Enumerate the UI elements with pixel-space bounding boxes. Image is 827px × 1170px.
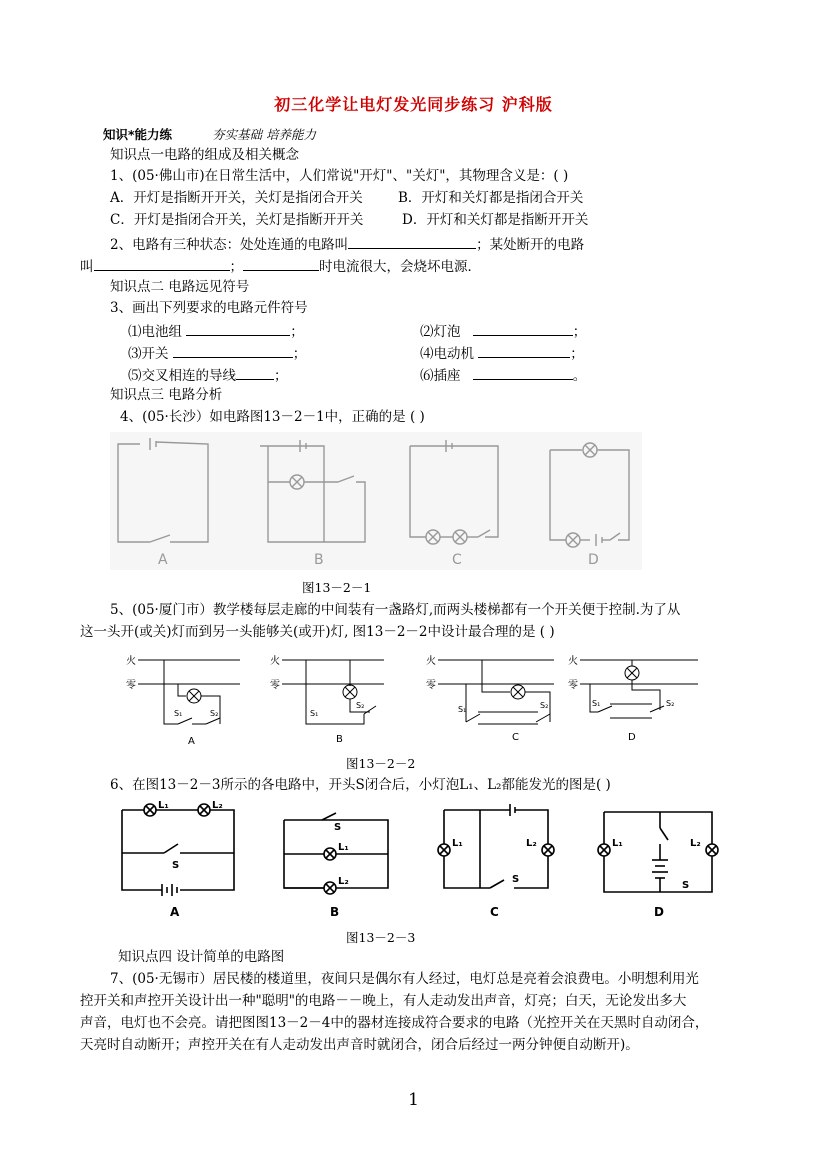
- q2-line1-end: ；某处断开的电路: [476, 237, 585, 253]
- circuit-label-a: A: [158, 552, 168, 568]
- q7-line2: 控开关和声控开关设计出一种"聪明"的电路－－晚上，有人走动发出声音，灯亮；白天，无论发出多大: [80, 993, 687, 1009]
- live-wire-label-b: 火: [270, 656, 280, 667]
- q7-line1: 7、(05·无锡市）居民楼的楼道里，夜间只是偶尔有人经过，电灯总是亮着会浪费电。小明想利用光: [110, 971, 699, 987]
- q2-blank-1[interactable]: [348, 234, 476, 249]
- q1-option-a: A．开灯是指断开开关，关灯是指闭合开关: [110, 190, 363, 206]
- lamp-l2-label-a: L₂: [212, 800, 223, 811]
- circuit-label-a: A: [170, 905, 180, 919]
- live-wire-label-a: 火: [126, 656, 136, 667]
- switch-s2-label-d: S₂: [666, 699, 675, 708]
- neutral-wire-label-b: 零: [270, 680, 280, 691]
- q3-semi: ；: [292, 346, 307, 362]
- circuit-label-c: C: [490, 905, 499, 919]
- page-number: 1: [408, 1090, 419, 1110]
- switch-s-label-a: S: [172, 860, 180, 871]
- q1-option-d: D．开灯和关灯都是指断开开关: [402, 212, 589, 228]
- page-title: 初三化学让电灯发光同步练习 沪科版: [274, 95, 553, 114]
- knowledge-point-3: 知识点三 电路分析: [110, 387, 223, 403]
- q2-blank-3[interactable]: [243, 256, 319, 271]
- knowledge-point-1: 知识点一电路的组成及相关概念: [110, 147, 299, 163]
- switch-s-label-d: S: [682, 880, 690, 891]
- circuit-label-c: C: [512, 732, 519, 743]
- circuit-label-a: A: [188, 736, 195, 747]
- neutral-wire-label-a: 零: [126, 680, 136, 691]
- caption-13-2-3: 图13－2－3: [346, 930, 416, 945]
- q3-semi: ；: [274, 368, 288, 384]
- q3-item-2: [420, 321, 586, 341]
- caption-13-2-1: 图13－2－1: [302, 580, 372, 595]
- switch-s-label-b: S: [334, 822, 342, 833]
- q3-item-2-label: ⑵灯泡: [420, 324, 461, 340]
- q3-semi: ；: [570, 346, 584, 362]
- q2-blank-2[interactable]: [94, 256, 230, 271]
- lamp-l1-label-b: L₁: [338, 842, 349, 853]
- live-wire-label-c: 火: [426, 656, 436, 667]
- circuit-label-b: B: [330, 905, 340, 919]
- q5-line2: 这一头开(或关)灯而到另一头能够关(或开)灯, 图13－2－2中设计最合理的是 ( ): [80, 624, 555, 640]
- lamp-l1-label-a: L₁: [158, 800, 169, 811]
- q3-item-6: [420, 365, 586, 385]
- switch-s1-label-d: S₁: [592, 699, 601, 708]
- q3-item-3-label: ⑶开关: [128, 346, 169, 362]
- figure-13-2-3: [112, 800, 732, 922]
- switch-s2-label-c: S₂: [540, 701, 549, 710]
- q1-option-b: B．开灯和关灯都是指闭合开关: [398, 190, 584, 206]
- q3-item-4: [420, 343, 584, 363]
- q2-line2-start: 叫: [80, 259, 94, 275]
- q3-blank-3[interactable]: [173, 343, 293, 358]
- q1-option-c: C．开灯是指闭合开关，关灯是指断开开关: [110, 212, 364, 228]
- circuit-label-d: D: [654, 905, 664, 919]
- q3-stem: 3、画出下列要求的电路元件符号: [110, 300, 308, 316]
- q3-item-3: [128, 343, 306, 363]
- lamp-l2-label-d: L₂: [690, 838, 701, 849]
- q2-line2: [80, 256, 481, 276]
- q7-line4: 天亮时自动断开；声控开关在有人走动发出声音时就闭合，闭合后经过一两分钟便自动断开)。: [80, 1037, 639, 1053]
- q2-line1: [110, 234, 584, 254]
- knowledge-point-4: 知识点四 设计简单的电路图: [118, 949, 285, 965]
- q2-line2-end: 时电流很大，会烧坏电源．: [319, 259, 481, 275]
- lamp-l2-label-c: L₂: [526, 838, 537, 849]
- q3-item-6-label: ⑹插座: [420, 368, 461, 384]
- q4-stem: 4、(05·长沙）如电路图13－2－1中，正确的是 ( ): [120, 409, 425, 425]
- q1-stem: 1、(05·佛山市)在日常生活中，人们常说"开灯"、"关灯"，其物理含义是：( ): [110, 168, 569, 184]
- circuit-label-d: D: [588, 552, 599, 568]
- circuit-label-d: D: [628, 732, 636, 743]
- live-wire-label-d: 火: [568, 656, 578, 667]
- q3-item-1: [128, 321, 304, 341]
- caption-13-2-2: 图13－2－2: [346, 756, 416, 771]
- switch-s1-label-c: S₁: [458, 705, 467, 714]
- q3-item-1-label: ⑴电池组: [128, 324, 182, 340]
- q3-item-4-label: ⑷电动机: [420, 346, 474, 362]
- q3-period: 。: [572, 368, 587, 384]
- switch-s-label-c: S: [512, 874, 520, 885]
- q3-blank-5[interactable]: [236, 365, 274, 380]
- circuit-label-b: B: [336, 734, 343, 745]
- lamp-l1-label-d: L₁: [612, 838, 623, 849]
- circuit-label-b: B: [314, 552, 324, 568]
- section-header-bold: 知识*能力练: [103, 127, 173, 142]
- figure-13-2-2: [120, 648, 700, 748]
- q3-semi: ；: [290, 324, 304, 340]
- q3-item-5-label: ⑸交叉相连的导线: [128, 368, 236, 384]
- q6-stem: 6、在图13－2－3所示的各电路中，开头S闭合后，小灯泡L₁、L₂都能发光的图是( ): [110, 777, 611, 793]
- figure-13-2-1: [110, 432, 642, 570]
- switch-s1-label-a: S₁: [174, 709, 183, 718]
- lamp-l1-label-c: L₁: [452, 838, 463, 849]
- q2-line2-mid: ；: [229, 259, 243, 275]
- q3-blank-6[interactable]: [473, 365, 573, 380]
- q2-line1-text: 2、电路有三种状态：处处连通的电路叫: [110, 237, 349, 253]
- neutral-wire-label-d: 零: [568, 680, 578, 691]
- switch-s1-label-b: S₁: [310, 709, 319, 718]
- section-header-italic: 夯实基础 培养能力: [212, 127, 316, 142]
- neutral-wire-label-c: 零: [426, 680, 436, 691]
- q5-line1: 5、(05·厦门市）教学楼每层走廊的中间装有一盏路灯,而两头楼梯都有一个开关便于控制.为了从: [110, 602, 681, 618]
- switch-s2-label-a: S₂: [210, 709, 219, 718]
- lamp-l2-label-b: L₂: [338, 876, 349, 887]
- q3-semi: ；: [572, 324, 587, 340]
- q3-item-5: [128, 365, 288, 385]
- switch-s2-label-b: S₂: [356, 701, 365, 710]
- q3-blank-2[interactable]: [473, 321, 573, 336]
- q3-blank-1[interactable]: [186, 321, 290, 336]
- circuit-label-c: C: [452, 552, 462, 568]
- knowledge-point-2: 知识点二 电路远见符号: [110, 279, 250, 295]
- q3-blank-4[interactable]: [478, 343, 570, 358]
- q7-line3: 声音，电灯也不会亮。请把图图13－2－4中的器材连接成符合要求的电路（光控开关在天黑时自动闭合，: [80, 1015, 709, 1031]
